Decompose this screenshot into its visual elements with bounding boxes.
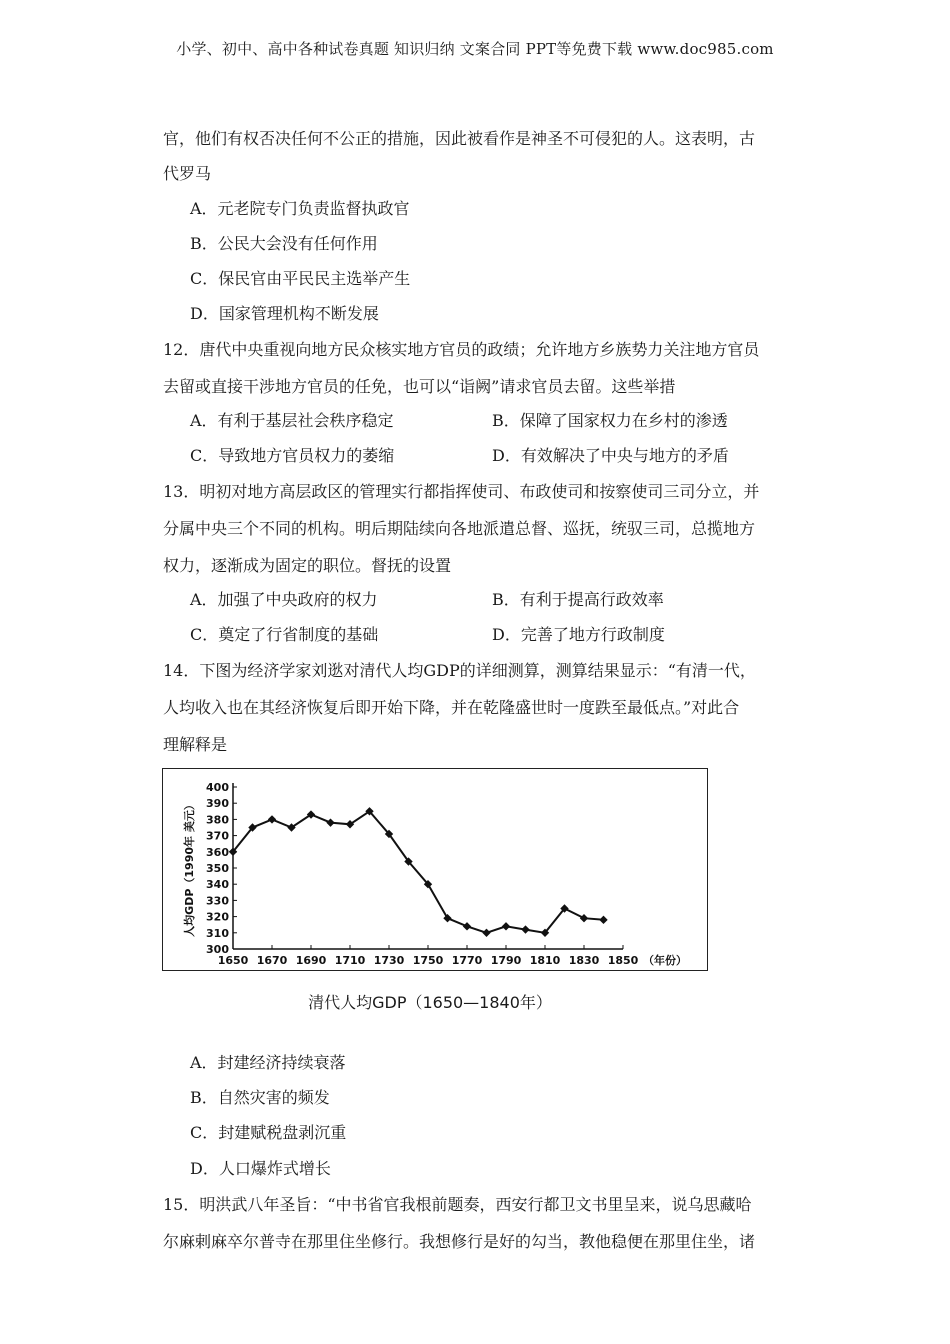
q11-stem-line1: 官，他们有权否决任何不公正的措施，因此被看作是神圣不可侵犯的人。这表明，古 (163, 129, 756, 148)
gdp-chart-frame (162, 768, 708, 971)
q11-option-d[interactable]: D．国家管理机构不断发展 (190, 304, 379, 323)
q15-stem-line1: 15．明洪武八年圣旨：“中书省官我根前题奏，西安行都卫文书里呈来，说乌思藏哈 (163, 1195, 752, 1214)
q12-stem-line2: 去留或直接干涉地方官员的任免，也可以“诣阙”请求官员去留。这些举措 (163, 377, 676, 396)
q12-stem-line1: 12．唐代中央重视向地方民众核实地方官员的政绩；允许地方乡族势力关注地方官员 (163, 340, 760, 359)
q11-option-b[interactable]: B．公民大会没有任何作用 (190, 234, 378, 253)
x-axis-label: （年份） (643, 954, 687, 967)
y-tick-label: 350 (206, 862, 229, 875)
q11-stem-line2: 代罗马 (163, 164, 212, 183)
x-tick-label: 1650 (217, 954, 249, 967)
y-tick-label: 370 (206, 829, 229, 843)
chart-caption: 清代人均GDP（1650—1840年） (308, 993, 552, 1012)
y-tick-label: 300 (206, 943, 229, 956)
data-point (599, 916, 607, 924)
y-tick-label: 310 (206, 926, 229, 940)
q14-stem-line2: 人均收入也在其经济恢复后即开始下降，并在乾隆盛世时一度跌至最低点。”对此合 (163, 698, 740, 717)
data-point (463, 922, 471, 930)
q13-option-b[interactable]: B．有利于提高行政效率 (492, 590, 664, 609)
x-tick-label: 1690 (295, 954, 327, 967)
q13-stem-line2: 分属中央三个不同的机构。明后期陆续向各地派遣总督、巡抚，统驭三司，总揽地方 (163, 519, 756, 538)
data-point (443, 914, 451, 922)
q12-option-b[interactable]: B．保障了国家权力在乡村的渗透 (492, 411, 728, 430)
y-tick-label: 400 (206, 781, 229, 794)
site-header: 小学、初中、高中各种试卷真题 知识归纳 文案合同 PPT等免费下载 www.doc985.com (176, 40, 774, 58)
q14-stem-line1: 14．下图为经济学家刘逖对清代人均GDP的详细测算，测算结果显示：“有清一代， (163, 661, 756, 680)
q13-option-a[interactable]: A．加强了中央政府的权力 (190, 590, 378, 609)
x-tick-label: 1850 (607, 954, 639, 967)
data-point (326, 818, 334, 826)
gdp-line-chart (163, 769, 709, 972)
data-point (521, 925, 529, 933)
y-tick-label: 380 (206, 813, 229, 827)
q12-option-c[interactable]: C．导致地方官员权力的萎缩 (190, 446, 395, 465)
data-point (268, 815, 276, 823)
q13-option-c[interactable]: C．奠定了行省制度的基础 (190, 625, 379, 644)
x-tick-label: 1810 (529, 954, 561, 967)
y-tick-label: 340 (206, 878, 229, 892)
y-tick-label: 320 (206, 910, 229, 924)
q11-option-c[interactable]: C．保民官由平民民主选举产生 (190, 269, 411, 288)
q14-option-b[interactable]: B．自然灾害的频发 (190, 1088, 330, 1107)
y-axis-label: 人均GDP（1990年 美元） (183, 799, 196, 937)
q12-option-d[interactable]: D．有效解决了中央与地方的矛盾 (492, 446, 729, 465)
x-tick-label: 1710 (334, 954, 366, 967)
q15-stem-line2: 尔麻剌麻卒尔普寺在那里住坐修行。我想修行是好的勾当，教他稳便在那里住坐，诸 (163, 1232, 756, 1251)
q14-option-a[interactable]: A．封建经济持续衰落 (190, 1053, 346, 1072)
q13-stem-line3: 权力，逐渐成为固定的职位。督抚的设置 (163, 556, 452, 575)
q13-stem-line1: 13．明初对地方高层政区的管理实行都指挥使司、布政使司和按察使司三司分立，并 (163, 482, 760, 501)
y-tick-label: 360 (206, 845, 229, 859)
q11-option-a[interactable]: A．元老院专门负责监督执政官 (190, 199, 410, 218)
x-tick-label: 1790 (490, 954, 522, 967)
data-point (482, 929, 490, 937)
x-tick-label: 1670 (256, 954, 288, 967)
x-tick-label: 1770 (451, 954, 483, 967)
data-point (502, 922, 510, 930)
data-point (580, 914, 588, 922)
q14-option-c[interactable]: C．封建赋税盘剥沉重 (190, 1123, 347, 1142)
q14-option-d[interactable]: D．人口爆炸式增长 (190, 1159, 331, 1178)
q13-option-d[interactable]: D．完善了地方行政制度 (492, 625, 665, 644)
y-tick-label: 390 (206, 797, 229, 811)
y-tick-label: 330 (206, 894, 229, 908)
x-tick-label: 1830 (568, 954, 600, 967)
gdp-series-line (233, 811, 604, 933)
q14-stem-line3: 理解释是 (163, 735, 228, 754)
x-tick-label: 1730 (373, 954, 405, 967)
x-tick-label: 1750 (412, 954, 444, 967)
q12-option-a[interactable]: A．有利于基层社会秩序稳定 (190, 411, 394, 430)
